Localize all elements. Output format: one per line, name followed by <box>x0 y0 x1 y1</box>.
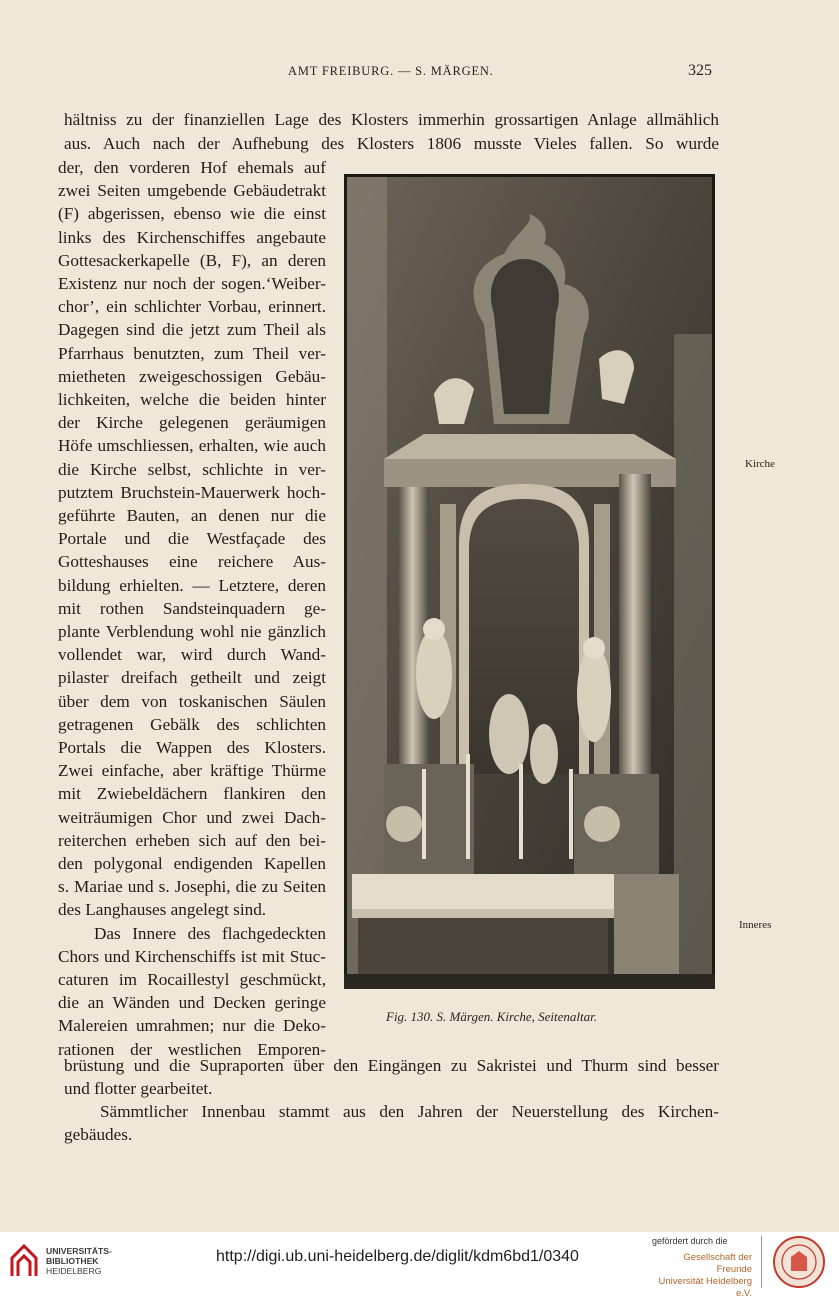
text-line: die Kirche selbst, schlichte in ver- <box>58 459 326 479</box>
text-line: weiträumigen Chor und zwei Dach- <box>58 807 326 827</box>
text-line: mietheten zweigeschossigen Gebäu- <box>58 366 326 386</box>
margin-note-inneres: Inneres <box>739 919 772 931</box>
text-line: Pfarrhaus benutzten, zum Theil ver- <box>58 343 326 363</box>
text-line: hältniss zu der finanziellen Lage des Klosters immerhin grossartigen Anlage allmählich <box>64 110 719 129</box>
text-line: caturen im Rocaillestyl geschmückt, <box>58 970 326 989</box>
text-line: bildung erhielten. — Letztere, deren <box>58 575 326 595</box>
text-line: Chors und Kirchenschiffs ist mit Stuc- <box>58 946 326 966</box>
text-line: Sämmtlicher Innenbau stammt aus den Jahren der Neuerstellung des Kirchen- <box>100 1102 719 1121</box>
text-line: Dagegen sind die jetzt zum Theil als <box>58 320 326 340</box>
library-name: UNIVERSITÄTS- BIBLIOTHEK HEIDELBERG <box>46 1246 112 1276</box>
permalink-url[interactable]: http://digi.ub.uni-heidelberg.de/diglit/kdm6bd1/0340 <box>216 1248 579 1265</box>
text-line: links des Kirchenschiffes angebaute <box>58 227 326 247</box>
text-line: (F) abgerissen, ebenso wie die einst <box>58 204 326 224</box>
text-line: rationen der westlichen Emporen- <box>58 1039 326 1059</box>
altar-photograph <box>344 174 715 989</box>
text-line: den polygonal endigenden Kapellen <box>58 854 326 873</box>
text-line: Gottesackerkapelle (B, F), an deren <box>58 250 326 270</box>
text-line: putztem Bruchstein-Mauerwerk hoch- <box>58 482 326 502</box>
text-line: brüstung und die Supraporten über den Eingängen zu Sakristei und Thurm sind besser <box>64 1056 719 1075</box>
figure-caption: Fig. 130. S. Märgen. Kirche, Seitenaltar. <box>386 1009 597 1024</box>
text-line: gebäudes. <box>64 1125 133 1144</box>
text-line: Existenz nur noch der sogen.‘Weiber- <box>58 274 326 293</box>
text-line: Gotteshauses eine reichere Aus- <box>58 552 326 572</box>
text-line: reiterchen erheben sich auf den bei- <box>58 830 326 850</box>
text-line: geführte Bauten, an denen nur die <box>58 506 326 525</box>
text-line: s. Mariae und s. Josephi, die zu Seiten <box>58 877 326 897</box>
text-line: vollendet war, wird durch Wand- <box>58 645 326 665</box>
text-line: aus. Auch nach der Aufhebung des Klosters 1806 musste Vieles fallen. So wurde <box>64 134 719 153</box>
text-line: Portale und die Westfaçade des <box>58 529 326 549</box>
text-line: mit Zwiebeldächern flankiren den <box>58 784 326 804</box>
university-seal-icon <box>772 1235 826 1289</box>
text-line: des Langhauses angelegt sind. <box>58 900 267 920</box>
text-line: getragenen Gebälk des schlichten <box>58 714 326 734</box>
text-line: der, den vorderen Hof ehemals auf <box>58 158 326 177</box>
text-line: und flotter gearbeitet. <box>64 1079 213 1098</box>
sponsor-label: gefördert durch die <box>652 1236 728 1246</box>
text-line: über dem von toskanischen Säulen <box>58 691 326 711</box>
text-line: mit rothen Sandsteinquadern ge- <box>58 598 326 618</box>
text-line: der Kirche gelegenen geräumigen <box>58 413 326 433</box>
sponsor-name: Gesellschaft der Freunde Universität Heidelberg e.V. <box>658 1252 752 1299</box>
library-logo-icon <box>8 1240 40 1280</box>
text-line: chor’, ein schlichter Vorbau, erinnert. <box>58 297 326 317</box>
text-line: Zwei einfache, aber kräftige Thürme <box>58 761 326 781</box>
text-line: pilaster dreifach getheilt und zeigt <box>58 668 326 688</box>
text-line: Höfe umschliessen, erhalten, wie auch <box>58 436 326 456</box>
text-line: Das Innere des flachgedeckten <box>94 923 326 943</box>
digitization-footer <box>0 1232 839 1299</box>
page-number: 325 <box>688 62 712 79</box>
text-line: die an Wänden und Decken geringe <box>58 993 326 1013</box>
text-line: Portals die Wappen des Klosters. <box>58 738 326 757</box>
footer-divider <box>761 1236 762 1288</box>
text-line: zwei Seiten umgebende Gebäudetrakt <box>58 181 326 201</box>
text-line: plante Verblendung wohl nie gänzlich <box>58 622 326 641</box>
text-line: lichkeiten, welche die beiden hinter <box>58 390 326 409</box>
text-line: Malereien umrahmen; nur die Deko- <box>58 1016 326 1036</box>
running-head-title: AMT FREIBURG. — S. MÄRGEN. <box>288 64 494 78</box>
margin-note-kirche: Kirche <box>745 458 775 470</box>
